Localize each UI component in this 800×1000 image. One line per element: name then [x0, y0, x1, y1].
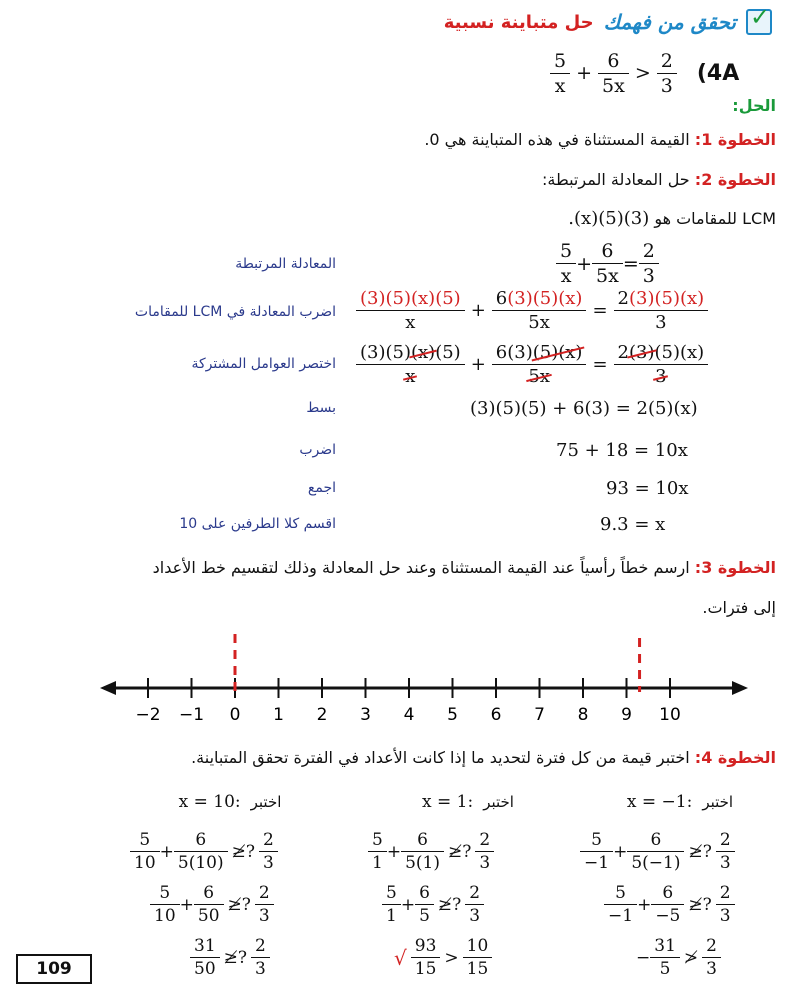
number-line-tick-label: 2: [316, 705, 328, 725]
step-2: [542, 170, 776, 189]
step-1-label: الخطوة 1:: [694, 130, 776, 149]
eq-row-6: 93 = 10x: [606, 478, 689, 499]
test-column-2: [368, 792, 568, 979]
number-line-tick-label: 0: [229, 705, 241, 725]
step-2-text: حل المعادلة المرتبطة:: [542, 170, 690, 189]
test-line-1: $\frac{5}{-1}$ + $\frac{6}{5(-1)}$ ≱? $\frac{2}{3}$: [580, 830, 780, 873]
number-line-tick-label: −1: [178, 705, 205, 725]
lcm-prefix: LCM للمقامات هو: [654, 209, 776, 228]
step-3-text-2: إلى فترات.: [702, 598, 776, 617]
number-line: [100, 628, 760, 738]
check-title: تحقق من فهمك: [603, 10, 736, 34]
test-heading: x = 1: اختبر: [422, 792, 514, 812]
step-4-label: الخطوة 4:: [694, 748, 776, 767]
eq-row-2: $\frac{(3)(5)(x)(5)}{x}$ + $\frac{6(3)(5)(x)}{5x}$ = $\frac{2(3)(5)(x)}{3}$: [356, 288, 708, 333]
step-3-label: الخطوة 3:: [694, 558, 776, 577]
right-arrow-icon: [732, 681, 748, 695]
step-1-text: القيمة المستثناة في هذه المتباينة هي 0.: [424, 130, 690, 149]
number-line-tick-label: 3: [360, 705, 371, 725]
number-line-tick-label: 10: [659, 705, 681, 725]
eq-label-6: اجمع: [307, 480, 336, 496]
eq-row-3: $\frac{(3)(5)(x)(5)}{x}$ + $\frac{6(3)(5)(x)}{5x}$ = $\frac{2(3)(5)(x)}{3}$: [356, 342, 708, 387]
test-line-2: $\frac{5}{1}$ + $\frac{6}{5}$ ≱? $\frac{2}{3}$: [382, 883, 568, 926]
problem-frac-b: $\frac{6}{5x}$: [600, 50, 627, 97]
problem-frac-a: $\frac{5}{x}$: [552, 50, 568, 97]
step-2-label: الخطوة 2:: [694, 170, 776, 189]
page-number: 109: [16, 954, 92, 984]
test-heading: x = −1: اختبر: [626, 792, 734, 812]
eq-row-7: 9.3 = x: [600, 514, 666, 535]
step-3: [16, 558, 776, 577]
problem: $\frac{5}{x}$ + $\frac{6}{5x}$ > $\frac{2}{3}$ (4A: [550, 46, 790, 100]
eq-row-4: (3)(5)(5) + 6(3) = 2(5)(x): [470, 398, 698, 419]
test-column-3: [580, 792, 780, 979]
lcm-line: [568, 208, 776, 229]
eq-label-5: اضرب: [299, 442, 336, 458]
number-line-tick-label: 1: [273, 705, 284, 725]
test-line-3: − $\frac{31}{5}$ ≯ $\frac{2}{3}$: [636, 936, 780, 979]
test-line-2: $\frac{5}{10}$ + $\frac{6}{50}$ ≱? $\frac{2}{3}$: [150, 883, 330, 926]
test-line-1: $\frac{5}{10}$ + $\frac{6}{5(10)}$ ≱? $\frac{2}{3}$: [130, 830, 330, 873]
test-column-1: [130, 792, 330, 979]
step-4: [191, 748, 776, 767]
problem-frac-c: $\frac{2}{3}$: [659, 50, 675, 97]
eq-label-1: المعادلة المرتبطة: [235, 256, 336, 272]
check-box-icon: ✓: [746, 9, 772, 35]
number-line-tick-label: 8: [577, 705, 589, 725]
number-line-tick-label: 9: [621, 705, 632, 725]
number-line-tick-label: −2: [135, 705, 161, 725]
check-mark-icon: √: [394, 945, 407, 970]
eq-label-2: اضرب المعادلة في LCM للمقامات: [134, 304, 336, 320]
eq-label-3: اختصر العوامل المشتركة: [191, 356, 336, 372]
topic-title: حل متباينة نسبية: [443, 11, 594, 33]
step-1: [424, 130, 776, 149]
eq-row-1: $\frac{5}{x}$ + $\frac{6}{5x}$ = $\frac{2}{3}$: [556, 240, 659, 287]
test-line-2: $\frac{5}{-1}$ + $\frac{6}{-5}$ ≱? $\frac{2}{3}$: [604, 883, 780, 926]
test-heading: x = 10: اختبر: [178, 792, 282, 812]
number-line-tick-label: 7: [534, 705, 545, 725]
problem-label: (4A: [696, 60, 740, 86]
number-line-tick-label: 6: [490, 705, 502, 725]
lcm-expr: (3)(5)(x).: [568, 208, 650, 229]
eq-label-7: اقسم كلا الطرفين على 10: [179, 516, 336, 532]
eq-label-4: بسط: [306, 400, 336, 416]
test-line-3: √ $\frac{93}{15}$ > $\frac{10}{15}$: [394, 936, 568, 979]
number-line-tick-label: 5: [447, 705, 458, 725]
left-arrow-icon: [100, 681, 116, 695]
test-line-3: $\frac{31}{50}$ ≱? $\frac{2}{3}$: [190, 936, 330, 979]
test-line-1: $\frac{5}{1}$ + $\frac{6}{5(1)}$ ≱? $\frac{2}{3}$: [368, 830, 568, 873]
header: [272, 3, 772, 38]
eq-row-5: 75 + 18 = 10x: [556, 440, 688, 461]
number-line-tick-label: 4: [403, 705, 415, 725]
solution-label: الحل:: [732, 96, 776, 115]
step-3-text: ارسم خطاً رأسياً عند القيمة المستثناة وعند حل المعادلة وذلك لتقسيم خط الأعداد: [152, 558, 690, 577]
step-4-text: اختبر قيمة من كل فترة لتحديد ما إذا كانت الأعداد في الفترة تحقق المتباينة.: [191, 748, 690, 767]
